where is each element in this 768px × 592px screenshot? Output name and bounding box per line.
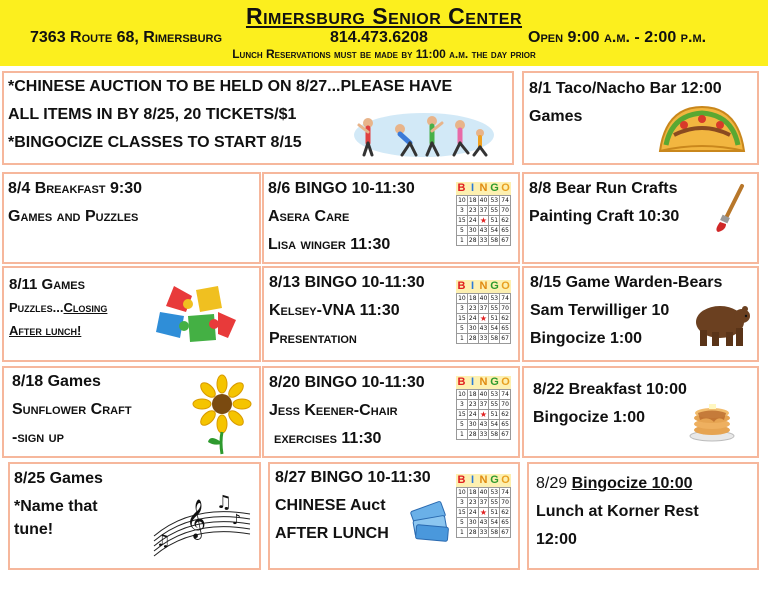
bingo-cell: 33: [479, 236, 488, 244]
bingo-cell: 58: [490, 528, 499, 536]
puzzle-icon: [152, 282, 238, 346]
music-notes-icon: [152, 484, 252, 560]
bingo-cell: 70: [501, 400, 509, 408]
bingo-cell: 67: [501, 334, 509, 342]
bingo-cell: 5: [457, 420, 468, 430]
bingo-cell: 1: [457, 430, 468, 440]
bingo-cell: 18: [468, 196, 477, 204]
day-box-0808: [522, 172, 759, 264]
bingo-letter: N: [479, 182, 488, 194]
bingo-cell: 40: [479, 196, 488, 204]
bingo-cell: 30: [468, 324, 477, 332]
day-0806-line-3: Lisa winger 11:30: [268, 236, 391, 253]
bingo-cell: 40: [479, 294, 488, 302]
bingo-cell: 15: [458, 216, 466, 224]
phone: 814.473.6208: [330, 29, 428, 46]
hours: Open 9:00 a.m. - 2:00 p.m.: [528, 29, 707, 46]
day-box-0827: [268, 462, 520, 570]
paintbrush-icon: [714, 184, 746, 234]
bingo-cell: 33: [479, 528, 488, 536]
bingo-cell: 10: [458, 390, 466, 398]
day-0813-line-3: Presentation: [269, 330, 357, 347]
pancakes-icon: [688, 400, 736, 442]
day-box-0813: [262, 266, 520, 362]
bingo-cell: 37: [479, 400, 488, 408]
day-0813-line-1: 8/13 BINGO 10-11:30: [269, 274, 425, 291]
day-0801-line-2: Games: [529, 108, 583, 125]
bingo-cell: 55: [490, 304, 499, 312]
day-box-0806: [262, 172, 520, 264]
day-box-0801: [522, 71, 759, 165]
bingo-cell: 10: [458, 196, 466, 204]
day-0815-line-1: 8/15 Game Warden-Bears: [530, 274, 723, 291]
bingo-cell: 24: [468, 216, 477, 224]
day-0829-date: 8/29: [536, 475, 572, 492]
announcement-line-3: *BINGOCIZE CLASSES TO START 8/15: [8, 134, 302, 151]
bingo-card-icon: [456, 474, 511, 538]
day-box-0829: [527, 462, 759, 570]
svg-text:𝄞: 𝄞: [186, 499, 207, 539]
bingo-cell: 15: [458, 314, 466, 322]
bingo-cell: 51: [490, 508, 499, 516]
bingo-cell: 54: [490, 226, 499, 234]
bingo-cell: 10: [458, 488, 466, 496]
bingo-cell: 67: [501, 236, 509, 244]
bingo-cell: 15: [458, 410, 466, 418]
bingo-letter: N: [479, 376, 488, 388]
bingo-cell: 33: [479, 334, 488, 342]
bingo-cell: 70: [501, 498, 509, 506]
taco-icon: [656, 101, 748, 157]
bingo-grid: [456, 293, 511, 344]
address: 7363 Route 68, Rimersburg: [30, 29, 223, 46]
bingo-cell: 62: [501, 216, 509, 224]
bingo-cell: 62: [501, 410, 509, 418]
bingo-letter: G: [490, 182, 499, 194]
bingo-cell: 53: [490, 294, 499, 302]
bingo-cell: 23: [468, 400, 477, 408]
day-0822-line-1: 8/22 Breakfast 10:00: [533, 381, 687, 398]
bingo-grid: [456, 195, 511, 246]
bingo-cell: 53: [490, 390, 499, 398]
bingo-letters: [456, 280, 511, 293]
bear-icon: [690, 296, 750, 350]
bingo-cell: 1: [457, 236, 468, 246]
day-0804-line-1: 8/4 Breakfast 9:30: [8, 180, 142, 197]
bingo-letter: B: [457, 182, 466, 194]
bingo-card-icon: [456, 376, 511, 440]
bingo-cell: 24: [468, 410, 477, 418]
bingo-cell: 1: [457, 334, 468, 344]
bingo-card-icon: [456, 280, 511, 344]
day-0822-line-2: Bingocize 1:00: [533, 409, 646, 426]
bingo-letter: B: [457, 280, 466, 292]
day-0804-line-2: Games and Puzzles: [8, 208, 139, 225]
bingo-cell: 58: [490, 334, 499, 342]
bingo-letter: I: [467, 376, 478, 389]
bingo-cell: 24: [468, 314, 477, 322]
bingo-cell: 58: [490, 430, 499, 438]
bingo-letter: O: [501, 182, 510, 194]
bingo-cell: 53: [490, 488, 499, 496]
day-0827-line-1: 8/27 BINGO 10-11:30: [275, 469, 431, 486]
bingo-cell: 67: [501, 528, 509, 536]
bingo-cell: 5: [457, 518, 468, 528]
bingo-grid: [456, 487, 511, 538]
day-0811-line-2b: Closing: [63, 300, 108, 315]
day-0827-line-2: CHINESE Auct: [275, 497, 386, 514]
bingo-letter: O: [501, 280, 510, 292]
bingo-letter: B: [457, 474, 466, 486]
day-0818-line-2: Sunflower Craft: [12, 401, 132, 418]
bingo-cell: 62: [501, 508, 509, 516]
bingo-cell: 18: [468, 390, 477, 398]
bingo-cell: 37: [479, 206, 488, 214]
day-0815-line-2: Sam Terwilliger 10: [530, 302, 670, 319]
bingo-letter: B: [457, 376, 466, 388]
day-0813-line-2: Kelsey-VNA 11:30: [269, 302, 400, 319]
day-0820-line-3: exercises 11:30: [274, 430, 382, 447]
bingo-cell: 3: [457, 304, 468, 314]
bingo-cell: 40: [479, 488, 488, 496]
day-0818-line-1: 8/18 Games: [12, 373, 101, 390]
bingo-cell: 30: [468, 226, 477, 234]
bingo-letter: N: [479, 474, 488, 486]
bingo-cell: 74: [501, 488, 509, 496]
bingo-cell: 18: [468, 294, 477, 302]
bingo-cell: 70: [501, 304, 509, 312]
bingo-cell: 54: [490, 324, 499, 332]
day-box-0818: [2, 366, 261, 458]
announcement-line-1: *CHINESE AUCTION TO BE HELD ON 8/27...PLEASE HAVE: [8, 78, 453, 95]
bingo-cell: 5: [457, 324, 468, 334]
bingo-cell: 3: [457, 400, 468, 410]
bingo-cell: ★: [479, 507, 488, 517]
day-0808-line-1: 8/8 Bear Run Crafts: [529, 180, 678, 197]
bingo-cell: 28: [468, 430, 477, 438]
day-0815-line-3: Bingocize 1:00: [530, 330, 643, 347]
bingo-cell: 28: [468, 236, 477, 244]
bingo-letter: I: [467, 474, 478, 487]
bingo-cell: 1: [457, 528, 468, 538]
center-title: Rimersburg Senior Center: [245, 3, 523, 29]
bingo-cell: 55: [490, 498, 499, 506]
bingo-cell: 3: [457, 498, 468, 508]
bingo-cell: 43: [479, 324, 488, 332]
bingo-cell: 65: [501, 226, 509, 234]
bingo-grid: [456, 389, 511, 440]
bingo-cell: 15: [458, 508, 466, 516]
bingo-cell: 37: [479, 304, 488, 312]
bingo-cell: 54: [490, 518, 499, 526]
bingo-cell: 51: [490, 216, 499, 224]
bingo-letter: I: [467, 182, 478, 195]
bingo-cell: ★: [479, 313, 488, 323]
bingo-cell: 43: [479, 226, 488, 234]
bingo-letters: [456, 182, 511, 195]
day-0820-line-1: 8/20 BINGO 10-11:30: [269, 374, 425, 391]
day-0818-line-3: -sign up: [12, 429, 64, 446]
bingo-cell: 40: [479, 390, 488, 398]
day-0829-line-1: [536, 475, 693, 493]
raffle-tickets-icon: [408, 500, 450, 544]
day-0825-line-1: 8/25 Games: [14, 470, 103, 487]
day-0808-line-2: Painting Craft 10:30: [529, 208, 680, 225]
bingo-cell: 30: [468, 518, 477, 526]
bingo-cell: 55: [490, 206, 499, 214]
bingo-cell: 53: [490, 196, 499, 204]
bingo-cell: 33: [479, 430, 488, 438]
bingo-cell: 10: [458, 294, 466, 302]
bingo-cell: 28: [468, 528, 477, 536]
day-0811-line-3: After lunch!: [9, 323, 82, 338]
bingo-letters: [456, 474, 511, 487]
bingo-cell: 23: [468, 304, 477, 312]
bingo-letter: G: [490, 376, 499, 388]
bingo-letter: O: [501, 376, 510, 388]
day-0827-line-3: AFTER LUNCH: [275, 525, 389, 542]
bingo-cell: 30: [468, 420, 477, 428]
day-box-0825: [8, 462, 261, 570]
bingo-cell: 67: [501, 430, 509, 438]
bingo-letter: I: [467, 280, 478, 293]
day-0806-line-1: 8/6 BINGO 10-11:30: [268, 180, 415, 197]
announcement-line-2: ALL ITEMS IN BY 8/25, 20 TICKETS/$1: [8, 106, 297, 123]
day-0829-line-2: Lunch at Korner Rest: [536, 503, 699, 520]
day-0811-line-1: 8/11 Games: [9, 276, 85, 293]
bingo-cell: 74: [501, 294, 509, 302]
day-0801-line-1: 8/1 Taco/Nacho Bar 12:00: [529, 80, 722, 97]
svg-text:♪: ♪: [232, 512, 241, 528]
bingo-cell: 74: [501, 196, 509, 204]
bingo-cell: 5: [457, 226, 468, 236]
announcement-box: [2, 71, 514, 165]
bingo-cell: 28: [468, 334, 477, 342]
day-0820-line-2: Jess Keener-Chair: [269, 402, 398, 419]
bingo-cell: 51: [490, 314, 499, 322]
bingo-letter: N: [479, 280, 488, 292]
day-box-0804: [2, 172, 261, 264]
exercise-people-icon: [354, 111, 494, 159]
bingo-cell: 65: [501, 324, 509, 332]
bingo-cell: 18: [468, 488, 477, 496]
bingo-cell: 51: [490, 410, 499, 418]
bingo-letter: G: [490, 474, 499, 486]
bingo-cell: ★: [479, 215, 488, 225]
bingo-letter: O: [501, 474, 510, 486]
bingo-cell: 23: [468, 498, 477, 506]
bingo-cell: 58: [490, 236, 499, 244]
day-0829-bingocize: Bingocize 10:00: [571, 475, 693, 492]
bingo-letter: G: [490, 280, 499, 292]
bingo-cell: 3: [457, 206, 468, 216]
day-box-0811: [2, 266, 261, 362]
bingo-cell: 43: [479, 420, 488, 428]
bingo-cell: 43: [479, 518, 488, 526]
day-0806-line-2: Asera Care: [268, 208, 350, 225]
sunflower-icon: [192, 376, 252, 454]
bingo-cell: 70: [501, 206, 509, 214]
day-0811-line-2a: Puzzles...: [9, 300, 64, 315]
day-box-0820: [262, 366, 520, 458]
bingo-cell: ★: [479, 409, 488, 419]
svg-text:♫: ♫: [156, 531, 171, 550]
bingo-cell: 65: [501, 518, 509, 526]
svg-text:♫: ♫: [216, 492, 233, 513]
bingo-card-icon: [456, 182, 511, 246]
bingo-cell: 65: [501, 420, 509, 428]
day-box-0815: [522, 266, 759, 362]
bingo-cell: 62: [501, 314, 509, 322]
lunch-note: Lunch Reservations must be made by 11:00 a.m. the day prior: [232, 47, 536, 61]
bingo-cell: 54: [490, 420, 499, 428]
bingo-cell: 74: [501, 390, 509, 398]
bingo-cell: 55: [490, 400, 499, 408]
bingo-cell: 37: [479, 498, 488, 506]
bingo-cell: 24: [468, 508, 477, 516]
day-box-0822: [522, 366, 759, 458]
day-0811-line-2: [9, 299, 107, 317]
bingo-letters: [456, 376, 511, 389]
day-0829-line-3: 12:00: [536, 531, 577, 548]
day-0825-line-2: *Name that: [14, 498, 98, 515]
day-0825-line-3: tune!: [14, 521, 54, 538]
bingo-cell: 23: [468, 206, 477, 214]
header: [0, 0, 768, 66]
